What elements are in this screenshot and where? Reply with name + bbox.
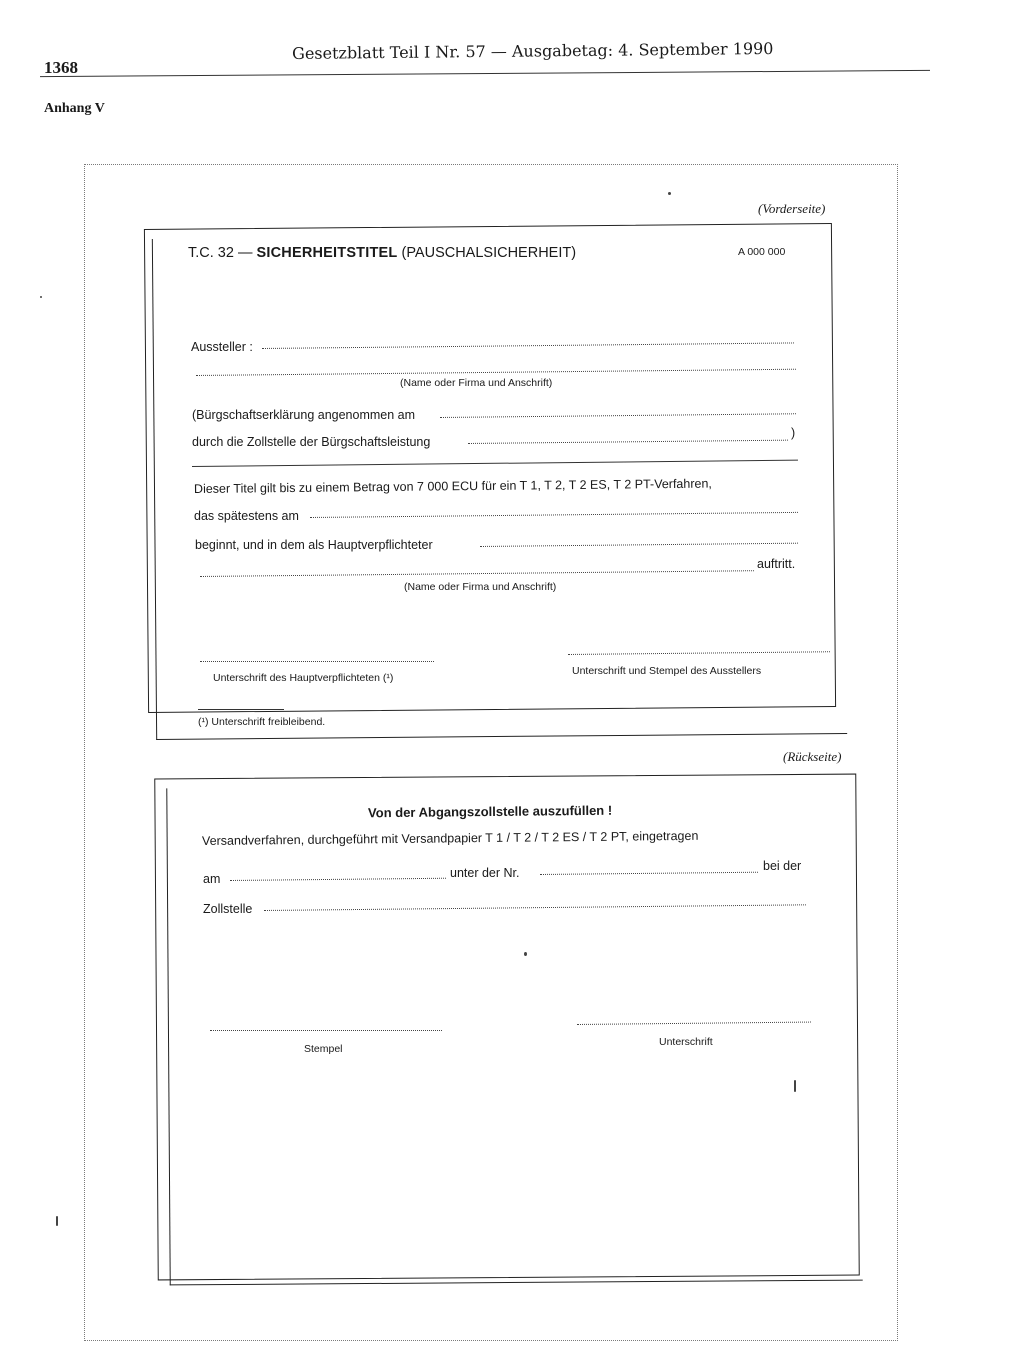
guarantee-accepted-label: (Bürgschaftserklärung angenommen am [192, 408, 416, 422]
gazette-title: Gesetzblatt Teil I Nr. 57 — Ausgabetag: 4. September 1990 [292, 38, 774, 63]
office-label: Zollstelle [203, 902, 253, 916]
form-title [188, 245, 576, 261]
serial-number: A 000 000 [738, 246, 786, 258]
principal-signature-line[interactable] [200, 661, 434, 662]
customs-close-paren: ) [791, 426, 796, 440]
stamp-label: Stempel [304, 1043, 343, 1055]
page-number: 1368 [44, 58, 78, 77]
principal-caption: (Name oder Firma und Anschrift) [404, 581, 557, 593]
scan-speck [794, 1080, 796, 1092]
scan-speck [524, 952, 527, 956]
date-label: am [203, 872, 221, 886]
scan-speck [668, 192, 671, 195]
back-side-label: (Rückseite) [783, 749, 842, 764]
front-side-label: (Vorderseite) [758, 201, 826, 216]
footnote-rule [198, 709, 284, 710]
form-subtitle: (PAUSCHALSICHERHEIT) [401, 245, 577, 261]
stamp-line[interactable] [210, 1030, 442, 1031]
number-label: unter der Nr. [450, 866, 520, 880]
scan-speck [40, 296, 42, 298]
annex-title: Anhang V [44, 101, 105, 116]
footnote: (¹) Unterschrift freibleibend. [198, 716, 326, 728]
customs-office-label: durch die Zollstelle der Bürgschaftsleistung [192, 435, 431, 449]
form-code: T.C. 32 — [188, 245, 253, 261]
front-form-frame [144, 223, 836, 713]
latest-date-label: das spätestens am [194, 509, 299, 523]
issuer-caption: (Name oder Firma und Anschrift) [400, 377, 553, 389]
acts-text: auftritt. [757, 557, 796, 571]
header-rule [40, 70, 930, 77]
scan-speck [56, 1216, 58, 1226]
back-form-frame [154, 774, 859, 1281]
principal-label: beginnt, und in dem als Hauptverpflichteter [195, 538, 433, 552]
form-main-title: SICHERHEITSTITEL [256, 245, 398, 261]
at-label: bei der [763, 859, 802, 873]
issuer-label: Aussteller : [191, 340, 253, 354]
issuer-signature-label: Unterschrift und Stempel des Ausstellers [572, 665, 762, 677]
principal-signature-label: Unterschrift des Hauptverpflichteten (¹) [213, 672, 394, 684]
procedure-text: Versandverfahren, durchgeführt mit Versandpapier T 1 / T 2 / T 2 ES / T 2 PT, eingetragen [201, 828, 699, 848]
back-heading: Von der Abgangszollstelle auszufüllen ! [367, 802, 613, 821]
back-signature-label: Unterschrift [659, 1036, 713, 1048]
validity-text: Dieser Titel gilt bis zu einem Betrag von 7 000 ECU für ein T 1, T 2, T 2 ES, T 2 PT-Verfahren, [193, 476, 712, 496]
